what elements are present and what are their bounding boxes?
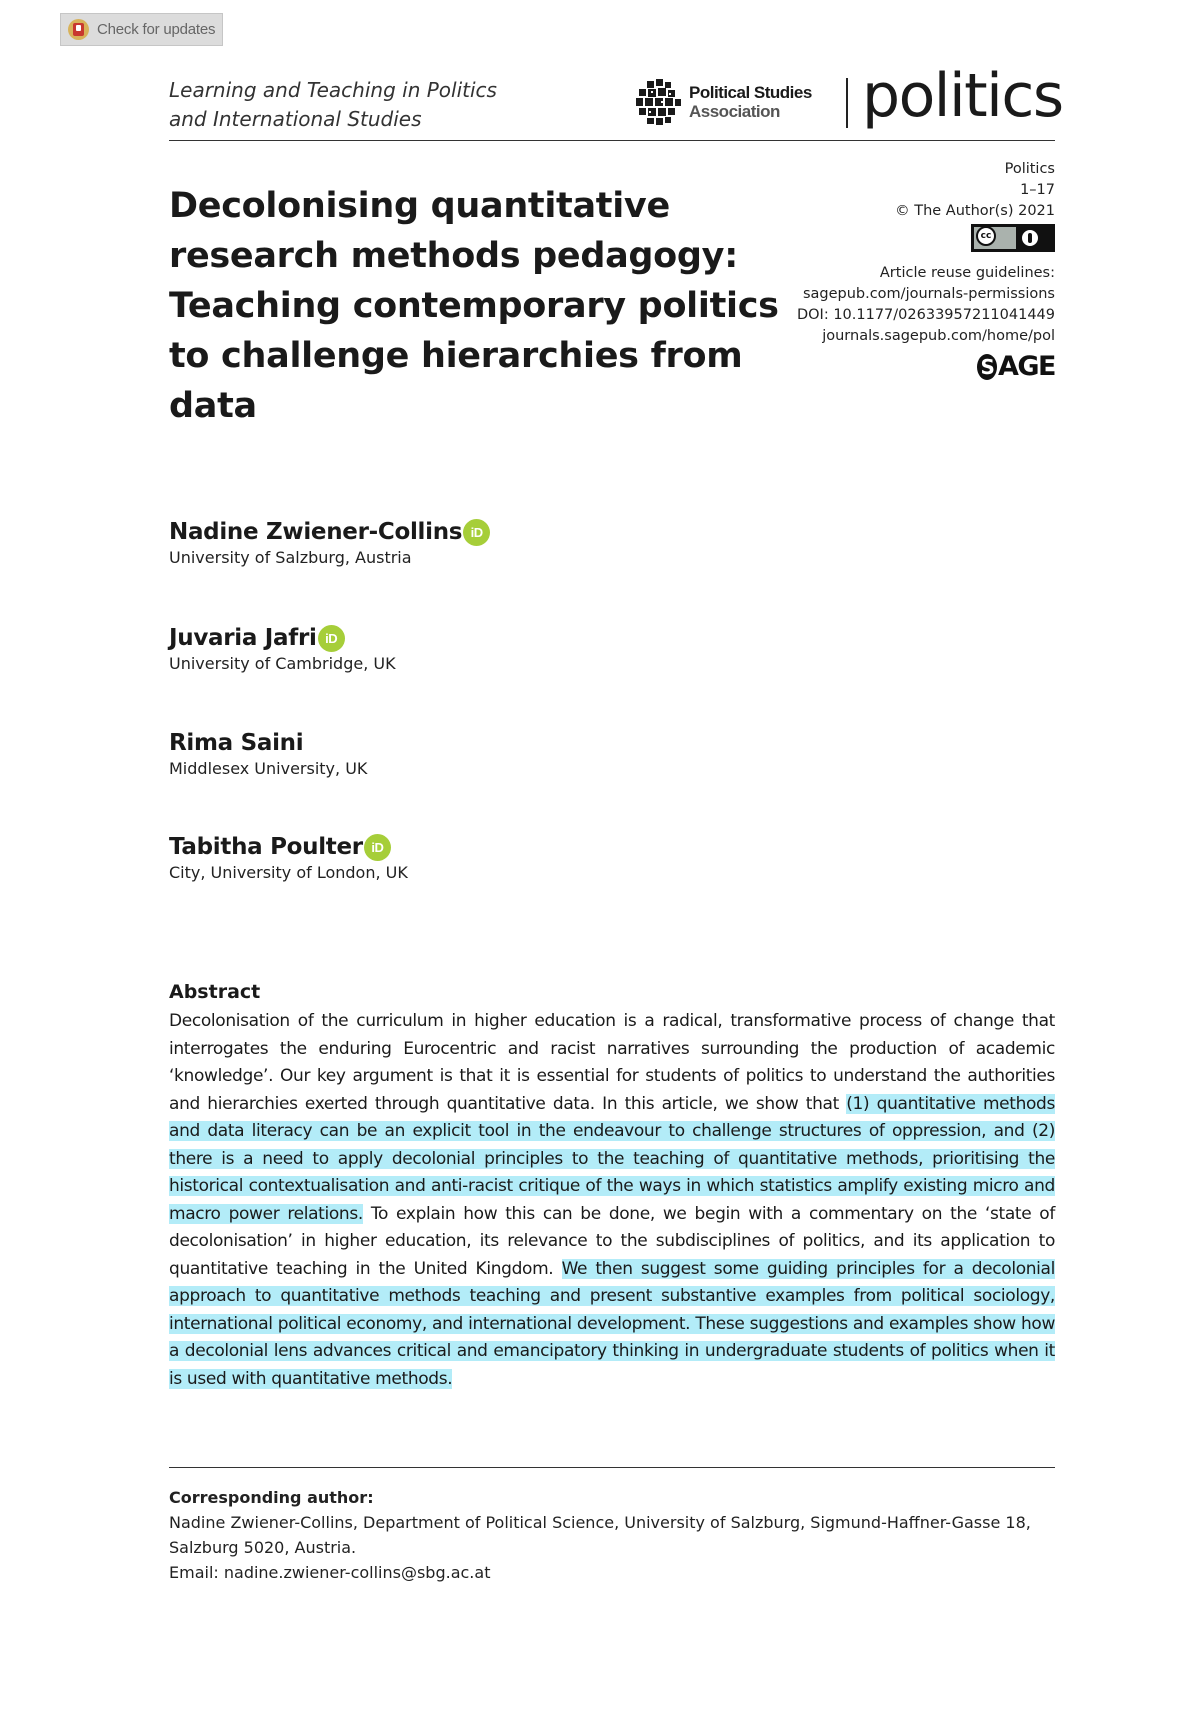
journal-series-name <box>169 76 529 134</box>
article-title: Decolonising quantitative research methods pedagogy: Teaching contemporary politics to challenge hierarchies from data <box>169 186 779 426</box>
sage-s-icon: S <box>977 354 997 380</box>
orcid-icon[interactable]: iD <box>463 519 490 546</box>
page-range: 1–17 <box>1020 182 1055 198</box>
author-name: Nadine Zwiener-Collins <box>169 519 463 545</box>
author-affiliation: City, University of London, UK <box>169 863 408 882</box>
psa-emblem-icon <box>633 77 685 129</box>
article-metadata <box>797 159 1055 383</box>
author-affiliation: Middlesex University, UK <box>169 759 368 778</box>
abstract-heading: Abstract <box>169 981 261 1003</box>
author-affiliation: University of Salzburg, Austria <box>169 548 412 567</box>
journal-url[interactable]: journals.sagepub.com/home/pol <box>822 328 1055 344</box>
check-for-updates-button[interactable] <box>60 13 223 46</box>
abstract-text <box>169 1008 1055 1393</box>
logo-divider <box>846 78 848 128</box>
cc-by-license-icon[interactable]: cc <box>971 224 1055 252</box>
sage-text: AGE <box>997 351 1055 382</box>
corresponding-author-email[interactable]: Email: nadine.zwiener-collins@sbg.ac.at <box>169 1563 491 1582</box>
reuse-guidelines-label: Article reuse guidelines: <box>879 265 1055 281</box>
copyright: © The Author(s) 2021 <box>895 203 1055 219</box>
author-name: Tabitha Poulter <box>169 834 363 860</box>
author-block <box>169 728 367 780</box>
psa-name-line: Political Studies <box>689 83 812 102</box>
sage-logo <box>977 351 1055 383</box>
header-rule <box>169 140 1055 141</box>
reuse-guidelines-link[interactable]: sagepub.com/journals-permissions <box>802 286 1055 302</box>
crossmark-icon <box>68 19 89 40</box>
author-block <box>169 832 408 884</box>
psa-name <box>689 83 812 121</box>
author-block <box>169 517 490 569</box>
journal-label: Politics <box>1004 161 1055 177</box>
abstract-text-segment: Decolonisation of the curriculum in higher education is a radical, transformative process of change that interrogates the enduring Eurocentric and racist narratives surrounding the production of academic ‘knowledge’. Our key argument is that it is essential for students of politics to understand the authorities and hierarchies exerted through quantitative data. In this article, we show that <box>169 1011 1055 1114</box>
psa-logo <box>633 77 833 129</box>
check-for-updates-label: Check for updates <box>97 21 216 38</box>
highlighted-text[interactable]: (1) quantitative methods and data literacy can be an explicit tool in the endeavour to challenge structures of oppression, and (2) there is a need to apply decolonial principles to the teaching of quantitative methods, prioritising the historical contextualisation and anti-racist critique of the ways in which statistics amplify existing micro and macro power relations. <box>169 1093 1055 1224</box>
orcid-icon[interactable]: iD <box>318 625 345 652</box>
abstract-text-segment: To explain how this can be done, we begin with a commentary on the ‘state of decolonisation’ in higher education, its relevance to the subdisciplines of politics, and its application to quantitative teaching in the United Kingdom. <box>169 1203 1055 1279</box>
author-affiliation: University of Cambridge, UK <box>169 654 396 673</box>
highlighted-text[interactable]: We then suggest some guiding principles for a decolonial approach to quantitative methods teaching and present substantive examples from political sociology, international political economy, and international development. These suggestions and examples show how a decolonial lens advances critical and emancipatory thinking in undergraduate students of politics when it is used with quantitative methods. <box>169 1258 1056 1389</box>
author-block <box>169 623 396 675</box>
doi[interactable]: DOI: 10.1177/02633957211041449 <box>796 307 1055 323</box>
corresponding-author-address: Nadine Zwiener-Collins, Department of Political Science, University of Salzburg, Sigmund-Haffner-Gasse 18, Salzburg 5020, Austria. <box>169 1513 1031 1557</box>
author-name: Rima Saini <box>169 730 304 756</box>
corresponding-author-note <box>169 1485 1055 1585</box>
orcid-icon[interactable]: iD <box>364 834 391 861</box>
journal-series-line: and International Studies <box>169 107 422 131</box>
psa-name-line: Association <box>689 102 780 121</box>
author-name: Juvaria Jafri <box>169 625 317 651</box>
journal-series-line: Learning and Teaching in Politics <box>169 78 497 102</box>
corresponding-author-heading: Corresponding author: <box>169 1488 374 1507</box>
journal-brand: politics <box>862 61 1063 131</box>
footnote-rule <box>169 1467 1055 1468</box>
